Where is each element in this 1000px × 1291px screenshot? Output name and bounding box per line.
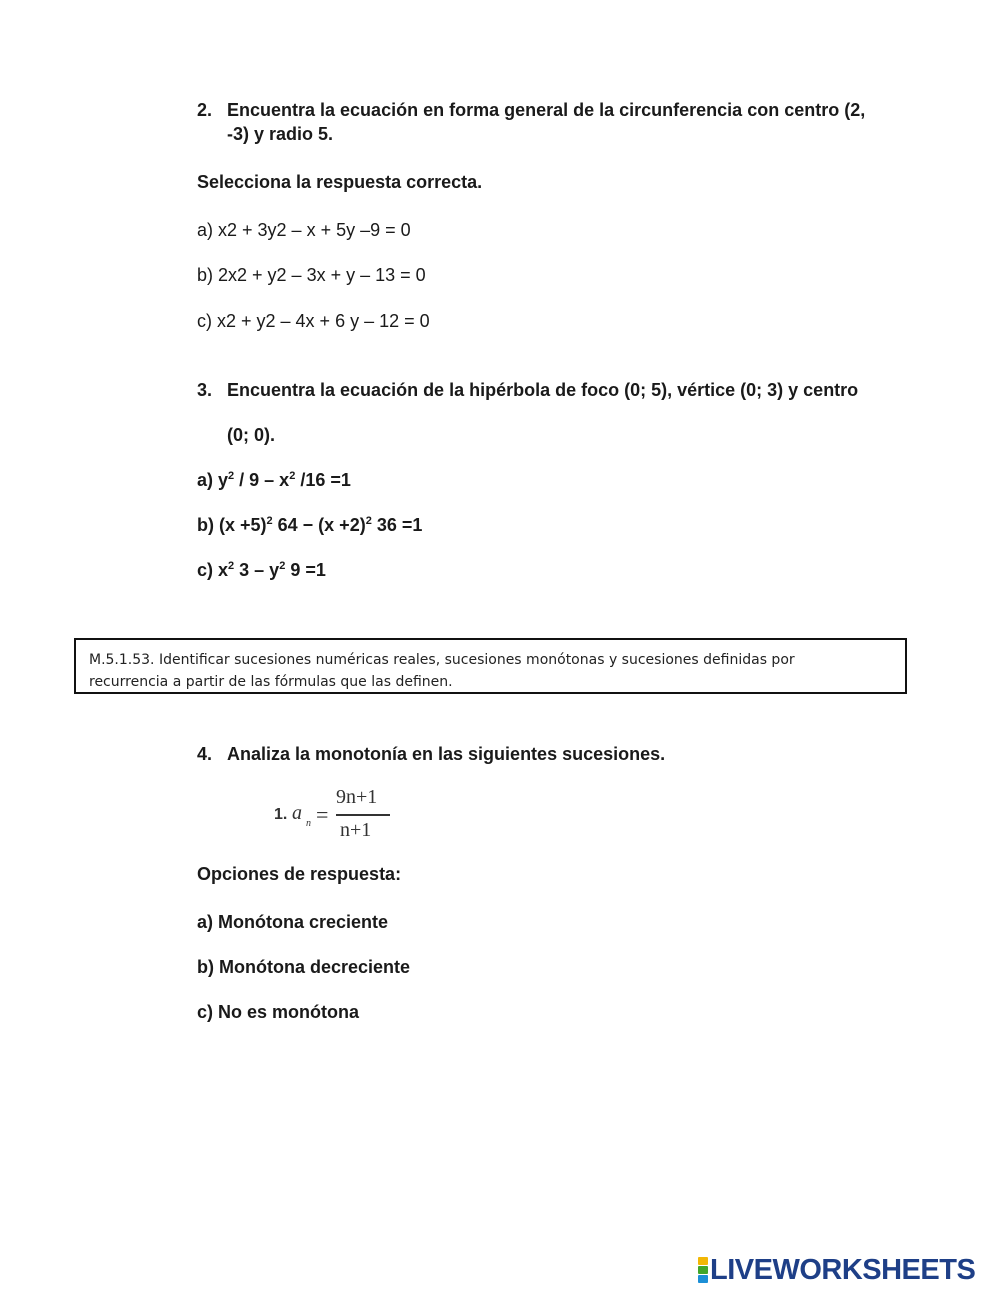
question-4-option-a: a) Monótona creciente: [197, 912, 389, 932]
question-2-text-line2: -3) y radio 5.: [227, 124, 334, 144]
formula-label: 1.: [274, 806, 288, 823]
formula-fraction-bar: [336, 814, 390, 816]
question-4-option-b: b) Monótona decreciente: [197, 957, 411, 977]
question-3-text-line2: (0; 0).: [227, 425, 276, 445]
question-2-option-b: b) 2x2 + y2 – 3x + y – 13 = 0: [197, 265, 426, 285]
formula-variable: a: [292, 802, 302, 824]
question-2-option-a: a) x2 + 3y2 – x + 5y –9 = 0: [197, 220, 411, 240]
formula-numerator: 9n+1: [336, 786, 378, 808]
question-4-options-label: Opciones de respuesta:: [197, 864, 402, 884]
sequence-formula: [270, 786, 400, 846]
question-3-number: 3.: [197, 380, 213, 400]
question-3-option-a: a) $y^2 / 9 - x^2$ /16 =1: [197, 470, 351, 490]
question-4-title: Analiza la monotonía en las siguientes sucesiones.: [227, 744, 666, 764]
liveworksheets-logo-icon: [698, 1257, 708, 1283]
question-3-text-line1: Encuentra la ecuación de la hipérbola de foco (0; 5), vértice (0; 3) y centro: [227, 380, 859, 400]
liveworksheets-logo: [698, 1253, 976, 1286]
question-2-number: 2.: [197, 100, 213, 120]
formula-subscript: n: [306, 818, 311, 829]
question-4-option-c: c) No es monótona: [197, 1002, 360, 1022]
skill-description-line2: recurrencia a partir de las fórmulas que las definen.: [89, 674, 453, 690]
formula-equals: =: [316, 802, 329, 827]
question-3-option-c: c) $x^2$ $3 - y^2$ 9 =1: [197, 560, 326, 580]
question-2-text-line1: Encuentra la ecuación en forma general de la circunferencia con centro (2,: [227, 100, 866, 120]
question-2-option-c: c) x2 + y2 – 4x + 6 y – 12 = 0: [197, 311, 430, 331]
formula-denominator: n+1: [340, 819, 372, 841]
question-2-instruction: Selecciona la respuesta correcta.: [197, 172, 483, 192]
question-3-option-b: b) $(x +5)^2$ $64 - (x +2)^2$ 36 =1: [197, 515, 423, 535]
question-4-number: 4.: [197, 744, 213, 764]
skill-description-line1: M.5.1.53. Identificar sucesiones numéricas reales, sucesiones monótonas y sucesiones definidas por: [89, 652, 795, 668]
liveworksheets-logo-text: LIVEWORKSHEETS: [710, 1253, 976, 1286]
skill-description-box: [74, 638, 907, 694]
